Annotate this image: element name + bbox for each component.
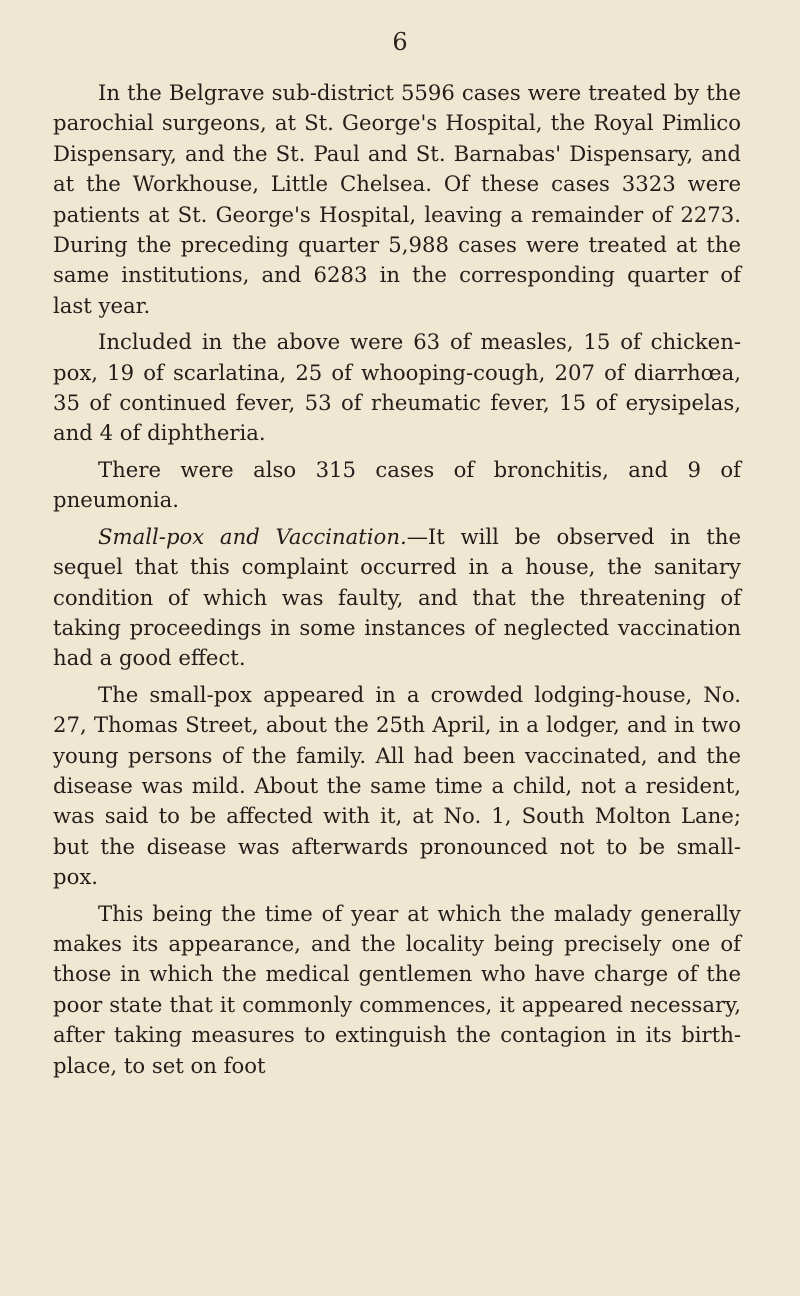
paragraph-bronchitis: There were also 315 cases of bronchitis, and 9 of pneumonia. [53,456,741,513]
paragraph-belgrave: In the Belgrave sub-district 5596 cases were treated by the parochial surgeons, at St. George's Hospital, the Royal Pimlico Dispensary, and the St. Paul and St. Barnabas' Dispensary, and at the Workhouse, Little Chelsea. Of these cases 3323 were patients at St. George's Hospital, leaving a remainder of 2273. During the preceding quarter 5,988 cases were treated at the same institutions, and 6283 in the corresponding quarter of last year. [53,80,741,318]
paragraph-lodging-house: The small-pox appeared in a crowded lodging-house, No. 27, Thomas Street, about the 25th April, in a lodger, and in two young persons of the family. All had been vaccinated, and the disease was mild. About the same time a child, not a resident, was said to be affected with it, at No. 1, South Molton Lane; but the disease was afterwards pronounced not to be small-pox. [53,681,741,890]
paragraph-included: Included in the above were 63 of measles, 15 of chicken-pox, 19 of scarlatina, 25 of whooping-cough, 207 of diarrhœa, 35 of continued fever, 53 of rheumatic fever, 15 of erysipelas, and 4 of diphtheria. [53,329,741,446]
smallpox-vaccination-text: —It will be observed in the sequel that this complaint occurred in a house, the sanitary condition of which was faulty, and that the threatening of taking proceedings in some instances of neglected vaccination had a good effect. [53,523,741,671]
body-text [53,78,741,1087]
section-heading-smallpox: Small-pox and Vaccination. [98,523,407,549]
paragraph-smallpox-vaccination [53,522,741,674]
paragraph-time-of-year: This being the time of year at which the malady generally makes its appearance, and the locality being precisely one of those in which the medical gentlemen who have charge of the poor state that it commonly commences, it appeared necessary, after taking measures to extinguish the contagion in its birth-place, to set on foot [53,900,741,1078]
page-number: 6 [392,28,408,56]
